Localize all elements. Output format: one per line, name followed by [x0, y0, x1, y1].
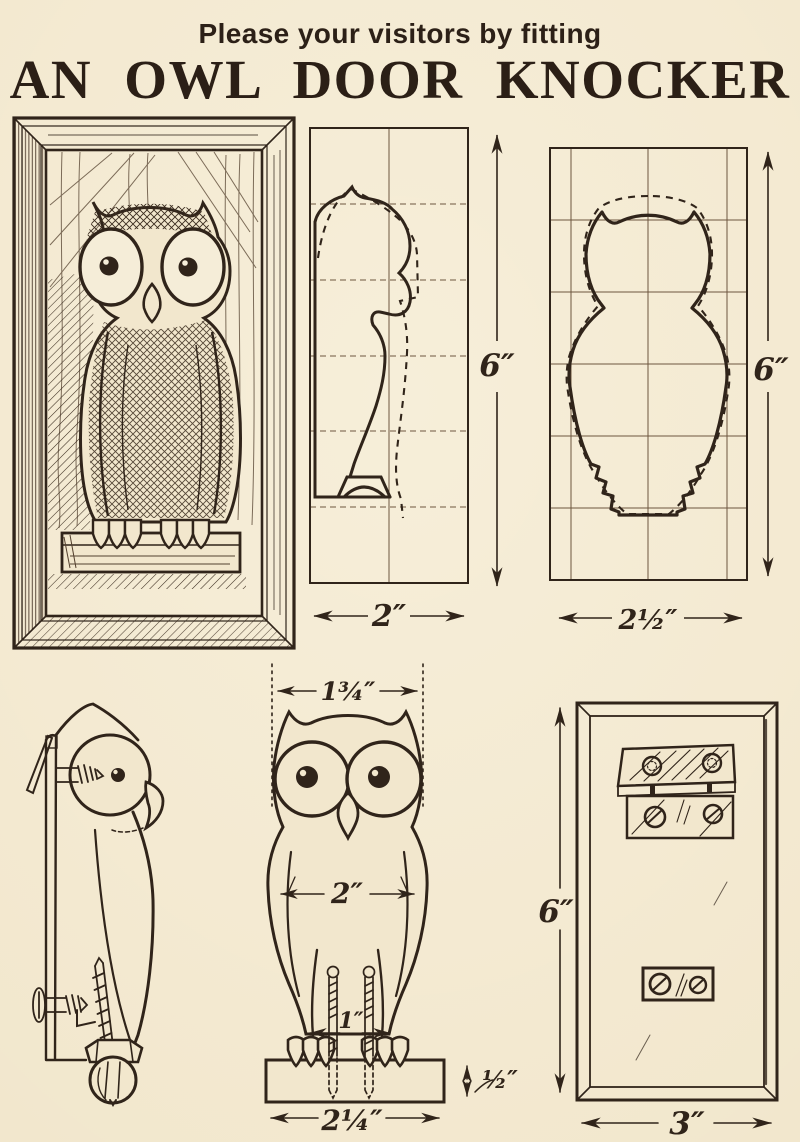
- width-dimension: [559, 605, 742, 636]
- owl-breast-hatching: [89, 320, 234, 518]
- side-profile-dashed-outline: [318, 189, 418, 518]
- left-eye-highlight: [103, 259, 109, 265]
- figure-front-template: [545, 133, 795, 645]
- owl-eye: [111, 768, 125, 782]
- figure-side-view: [18, 688, 263, 1112]
- diagonal-screw: [93, 958, 113, 1050]
- side-template-width-label: 2″: [371, 599, 407, 634]
- owl-right-pupil: [179, 258, 198, 277]
- width-dimension: [314, 599, 464, 634]
- base-bar: [266, 1060, 444, 1102]
- hinge-bottom-block: [627, 796, 733, 838]
- head-width-label: 1¾″: [320, 677, 376, 706]
- side-template-height-label: 6″: [479, 348, 515, 384]
- body-width-label: 2″: [331, 877, 363, 910]
- owl-crown-profile: [56, 704, 138, 740]
- left-eye-highlight: [300, 770, 306, 776]
- figure-framed-owl-plaque: [12, 116, 298, 652]
- height-dimension: [479, 135, 515, 586]
- page-title: AN OWL DOOR KNOCKER: [9, 49, 791, 110]
- pivot-pin: [27, 736, 52, 793]
- owl-body-profile: [133, 812, 153, 1048]
- eye-highlight: [113, 770, 117, 774]
- front-template-width-label: 2½″: [618, 605, 678, 636]
- owl-beak-profile: [146, 782, 163, 828]
- screw-spacing-label: 1″: [338, 1008, 364, 1034]
- back-plate-width-label: 3″: [669, 1106, 705, 1142]
- bracket: [77, 1010, 95, 1026]
- back-plate-height-label: 6″: [538, 894, 574, 930]
- figure-front-view: [250, 650, 516, 1142]
- base-width-label: 2¼″: [321, 1104, 383, 1137]
- perch-bar: [48, 533, 246, 589]
- hinge-top-block: [618, 745, 735, 786]
- knocker-ball: [90, 1057, 136, 1105]
- height-dimension: [753, 152, 789, 576]
- side-profile-solid-outline: [315, 187, 410, 497]
- right-eye-highlight: [182, 260, 188, 266]
- owl-left-pupil: [100, 257, 119, 276]
- figure-side-template: [298, 118, 516, 634]
- tagline: Please your visitors by fitting: [198, 18, 602, 49]
- base-fixing-screw: [33, 988, 87, 1022]
- carved-owl: [80, 202, 241, 548]
- owl-right-pupil: [368, 766, 390, 788]
- striker-plate: [643, 968, 713, 1000]
- owl-left-pupil: [296, 766, 318, 788]
- owl-head-circle: [70, 735, 150, 815]
- base-thickness-label: ½″: [482, 1065, 518, 1094]
- template-grid: [310, 128, 468, 583]
- right-eye-highlight: [372, 770, 378, 776]
- front-template-height-label: 6″: [753, 352, 789, 388]
- figure-back-plate: [538, 686, 792, 1142]
